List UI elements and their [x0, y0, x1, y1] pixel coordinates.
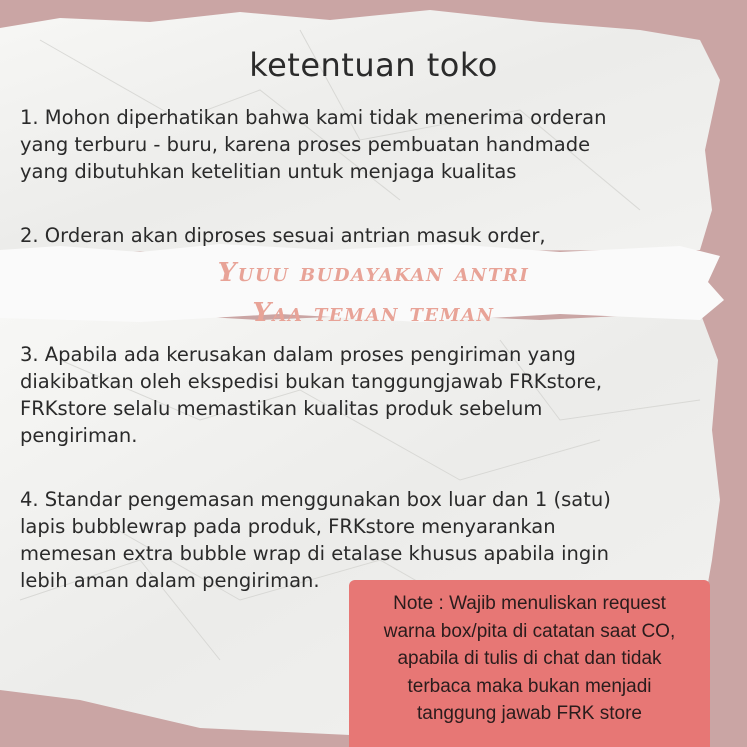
rule-line: 2. Orderan akan diproses sesuai antrian masuk order, — [20, 224, 546, 247]
note-line: tanggung jawab FRK store — [417, 703, 642, 724]
rule-line: 1. Mohon diperhatikan bahwa kami tidak menerima orderan — [20, 106, 607, 129]
rule-3 — [20, 341, 720, 449]
rule-line: 4. Standar pengemasan menggunakan box luar dan 1 (satu) — [20, 488, 611, 511]
note-line: apabila di tulis di chat dan tidak — [397, 648, 662, 669]
banner-line-2: Yaa teman teman — [252, 298, 495, 328]
rule-line: lebih aman dalam pengiriman. — [20, 569, 320, 592]
rule-2 — [20, 222, 710, 249]
page-title: ketentuan toko — [249, 46, 498, 84]
rule-1 — [20, 104, 710, 185]
rule-line: pengiriman. — [20, 424, 138, 447]
rule-line: yang terburu - buru, karena proses pembuatan handmade — [20, 133, 591, 156]
note-line: Note : Wajib menuliskan request — [393, 593, 666, 614]
rule-line: memesan extra bubble wrap di etalase khusus apabila ingin — [20, 542, 610, 565]
rule-line: lapis bubblewrap pada produk, FRKstore menyarankan — [20, 515, 556, 538]
rule-line: 3. Apabila ada kerusakan dalam proses pengiriman yang — [20, 343, 576, 366]
note-box — [349, 580, 710, 747]
banner-line-1: Yuuu budayakan antri — [217, 258, 530, 288]
note-line: warna box/pita di catatan saat CO, — [383, 620, 676, 642]
note-line: terbaca maka bukan menjadi — [407, 675, 652, 697]
rule-line: FRKstore selalu memastikan kualitas produk sebelum — [20, 397, 543, 420]
rule-line: yang dibutuhkan ketelitian untuk menjaga kualitas — [20, 160, 517, 183]
rule-4 — [20, 486, 720, 594]
rule-line: diakibatkan oleh ekspedisi bukan tanggungjawab FRKstore, — [20, 370, 603, 393]
